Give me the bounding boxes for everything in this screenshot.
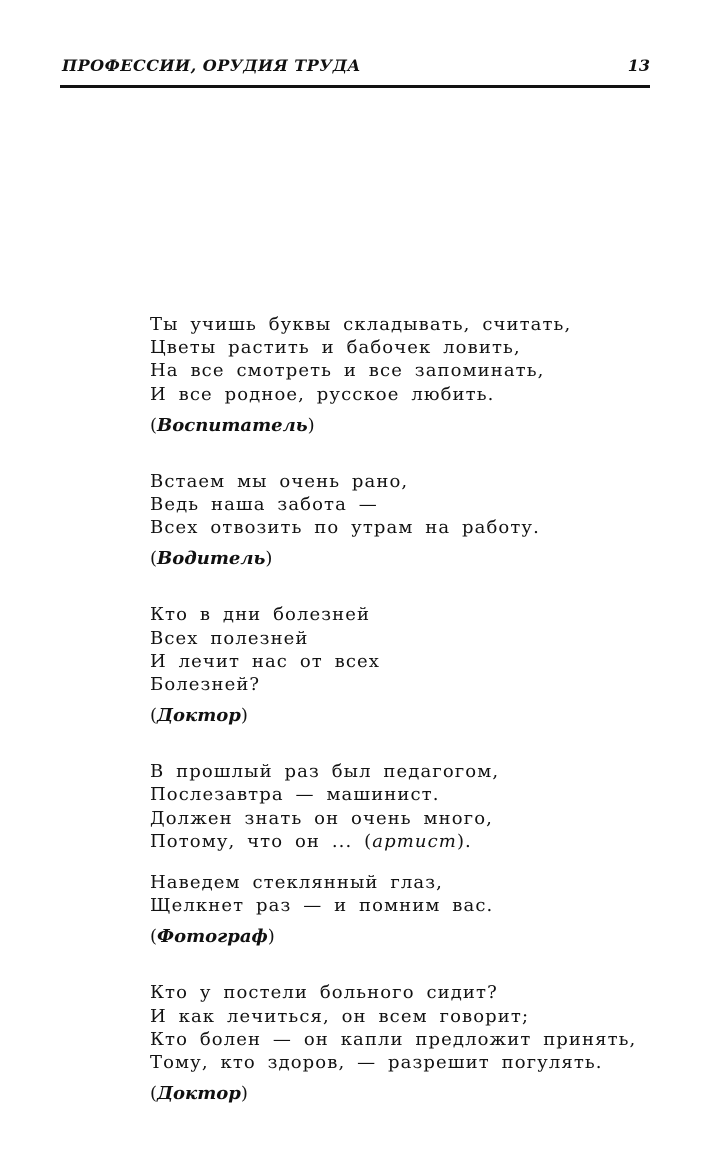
riddle-line: Послезавтра — машинист. bbox=[150, 784, 440, 806]
riddle-line: Должен знать он очень много, bbox=[150, 807, 493, 829]
answer-text: Воспитатель bbox=[157, 414, 308, 436]
riddle-line: Всех отвозить по утрам на работу. bbox=[150, 517, 540, 539]
riddle-line: На все смотреть и все запоминать, bbox=[150, 360, 545, 382]
header-rule bbox=[60, 85, 650, 88]
riddle-line: Цветы растить и бабочек ловить, bbox=[150, 337, 521, 359]
answer-text: артист bbox=[372, 830, 457, 852]
riddle-line: Тому, кто здоров, — разрешит погулять. bbox=[150, 1052, 603, 1074]
riddle-line: И все родное, русское любить. bbox=[150, 383, 495, 405]
answer-text: Доктор bbox=[157, 705, 241, 727]
riddle-line: И лечит нас от всех bbox=[150, 650, 381, 672]
riddle-line: Потому, что он ... (артист). bbox=[150, 830, 472, 852]
riddle-answer: (Фотограф) bbox=[150, 926, 275, 948]
riddle-block bbox=[150, 313, 670, 437]
riddle-answer: (Доктор) bbox=[150, 1083, 248, 1105]
riddle-line: Кто в дни болезней bbox=[150, 604, 371, 626]
riddle-line: В прошлый раз был педагогом, bbox=[150, 761, 500, 783]
riddle-line: Ведь наша забота — bbox=[150, 494, 378, 516]
riddle-line: И как лечиться, он всем говорит; bbox=[150, 1005, 530, 1027]
riddle-block bbox=[150, 981, 670, 1105]
riddle-answer: (Воспитатель) bbox=[150, 414, 315, 436]
riddle-line: Кто у постели больного сидит? bbox=[150, 982, 498, 1004]
riddle-line: Болезней? bbox=[150, 674, 261, 696]
riddle-line: Наведем стеклянный глаз, bbox=[150, 872, 443, 894]
riddle-block bbox=[150, 603, 670, 727]
riddle-block bbox=[150, 760, 670, 853]
answer-text: Доктор bbox=[157, 1083, 241, 1105]
riddle-line-text: Потому, что он ... bbox=[150, 830, 353, 852]
riddle-line: Кто болен — он капли предложит принять, bbox=[150, 1028, 637, 1050]
page-number: 13 bbox=[627, 56, 650, 75]
chapter-title: ПРОФЕССИИ, ОРУДИЯ ТРУДА bbox=[62, 56, 361, 75]
riddle-block bbox=[150, 871, 670, 948]
riddle-answer: (Водитель) bbox=[150, 548, 273, 570]
riddle-block bbox=[150, 470, 670, 571]
answer-text: Водитель bbox=[157, 548, 266, 570]
riddle-line: Всех полезней bbox=[150, 627, 309, 649]
riddles-body bbox=[150, 313, 670, 1105]
riddle-line: Щелкнет раз — и помним вас. bbox=[150, 895, 494, 917]
riddle-line: Ты учишь буквы складывать, считать, bbox=[150, 314, 572, 335]
running-header bbox=[62, 56, 650, 80]
answer-text: Фотограф bbox=[157, 926, 268, 948]
riddle-answer: (Доктор) bbox=[150, 705, 248, 727]
riddle-line: Встаем мы очень рано, bbox=[150, 470, 409, 492]
